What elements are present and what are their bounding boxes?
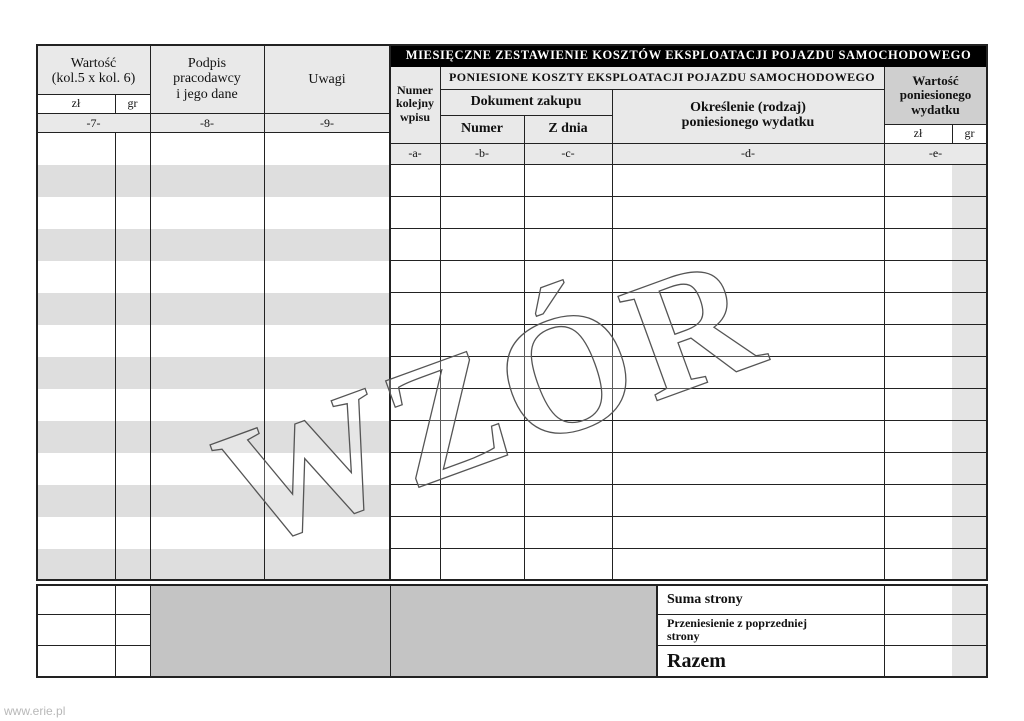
wartosc-gr: gr [952, 124, 987, 143]
przeniesienie-label: Przeniesienie z poprzedniej strony [667, 616, 807, 643]
wartosc-header: Wartość poniesionego wydatku [899, 73, 972, 117]
watermark-text: WZÓR [194, 216, 788, 586]
suma-strony-label: Suma strony [667, 592, 743, 607]
col8-number: -8- [200, 115, 214, 130]
okreslenie-header: Określenie (rodzaj) poniesionego wydatku [681, 99, 815, 130]
col9-number: -9- [320, 115, 334, 130]
dokument-zakupu-header: Dokument zakupu [470, 94, 582, 110]
razem-label: Razem [667, 650, 726, 672]
numer-header: Numer [461, 121, 503, 137]
col7-subtitle: (kol.5 x kol. 6) [51, 71, 136, 86]
col-e-label: -e- [928, 145, 943, 160]
col7-number: -7- [86, 115, 101, 130]
col-b-label: -b- [475, 145, 489, 160]
site-credit: www.erie.pl [4, 704, 66, 718]
col7-title-text: Wartość [70, 55, 117, 71]
form-banner: MIESIĘCZNE ZESTAWIENIE KOSZTÓW EKSPLOATACJI POJAZDU SAMOCHODOWEGO [390, 45, 987, 67]
col-c-label: -c- [561, 145, 575, 160]
col7-zl: zł [37, 95, 115, 113]
col9-title: Uwagi [308, 72, 346, 88]
col8-title: Podpis pracodawcy i jego dane [173, 55, 241, 102]
z-dnia-header: Z dnia [548, 121, 588, 137]
col-d-label: -d- [741, 145, 755, 160]
col7-gr: gr [115, 95, 150, 113]
col-a-label: -a- [408, 145, 422, 160]
wartosc-zl: zł [884, 124, 952, 143]
numer-kolejny-header: Numer kolejny wpisu [395, 83, 434, 124]
subbanner: PONIESIONE KOSZTY EKSPLOATACJI POJAZDU SAMOCHODOWEGO [449, 70, 875, 85]
